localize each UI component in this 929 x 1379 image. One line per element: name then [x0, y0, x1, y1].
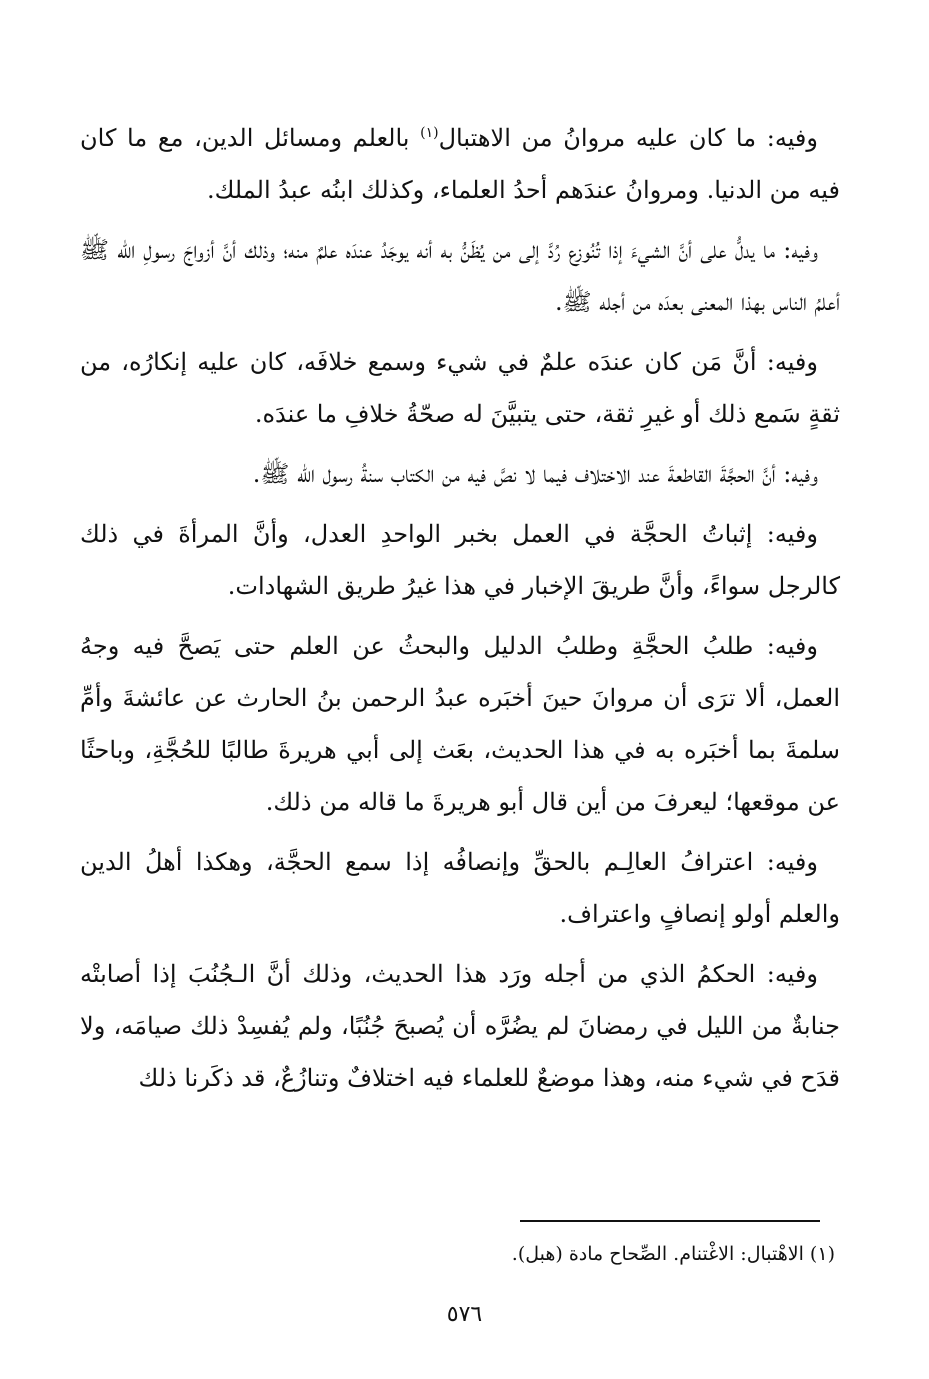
paragraph-6: وفيه: طلبُ الحجَّةِ وطلبُ الدليل والبحثُ عن العلم حتى يَصحَّ فيه وجهُ العمل، ألا ترَى أن مروانَ حينَ أخبَره عبدُ الرحمن بنُ الحارث عن عائشةَ وأمِّ سلمةَ بما أخبَره به في هذا الحديث، بعَث إلى أبي هريرةَ طالبًا للحُجَّةِ، وباحثًا عن موقعها؛ ليعرفَ من أين قال أبو هريرةَ ما قاله من ذلك.	[80, 632, 840, 816]
paragraph-7: وفيه: اعترافُ العالِـم بالحقِّ وإنصافُه إذا سمع الحجَّة، وهكذا أهلُ الدين والعلم أولو إنصافٍ واعتراف.	[80, 848, 840, 928]
footnote-divider	[520, 1220, 820, 1222]
main-text	[80, 112, 840, 1112]
paragraph-2: وفيه: ما يدلُّ على أنَّ الشيءَ إذا تُنُوزع رُدَّ إلى من يُظَنُّ به أنه يوجَدُ عندَه علمٌ منه؛ وذلك أنَّ أزواجَ رسولِ الله ﷺ أعلمُ الناس بهذا المعنى بعدَه من أجله ﷺ.	[80, 236, 840, 316]
paragraph-5: وفيه: إثباتُ الحجَّة في العمل بخبر الواحدِ العدل، وأنَّ المرأةَ في ذلك كالرجل سواءً، وأنَّ طريقَ الإخبار في هذا غيرُ طريق الشهادات.	[80, 520, 840, 600]
paragraph-1-text-a: وفيه: ما كان عليه مروانُ من الاهتبال	[438, 124, 818, 152]
footnote-marker: (١)	[420, 125, 439, 141]
footnote: (١) الاهْتبال: الاغْتنام. الصِّحاح مادة (هبل).	[511, 1243, 835, 1265]
paragraph-1	[80, 112, 840, 216]
paragraph-8: وفيه: الحكمُ الذي من أجله ورَد هذا الحديث، وذلك أنَّ الـجُنُبَ إذا أصابتْه جنابةٌ من الليل في رمضانَ لم يضُرَّه أن يُصبحَ جُنُبًا، ولم يُفسِدْ ذلك صيامَه، ولا قدَح في شيء منه، وهذا موضعٌ للعلماء فيه اختلافٌ وتنازُعٌ، قد ذكَرنا ذلك	[80, 960, 841, 1092]
paragraph-3: وفيه: أنَّ مَن كان عندَه علمٌ في شيء وسمع خلافَه، كان عليه إنكارُه، من ثقةٍ سَمع ذلك أو غيرِ ثقة، حتى يتبيَّنَ له صحّةُ خلافِ ما عندَه.	[80, 348, 840, 428]
page-number: ٥٧٦	[446, 1302, 483, 1327]
paragraph-1-text-b: بالعلم ومسائل الدين، مع ما كان فيه من الدنيا. ومروانُ عندَهم أحدُ العلماء، وكذلك ابنُه عبدُ الملك.	[80, 124, 840, 204]
paragraph-4: وفيه: أنَّ الحجَّةَ القاطعةَ عند الاختلاف فيما لا نصَّ فيه من الكتاب سنةُ رسول الله ﷺ.	[252, 460, 818, 488]
